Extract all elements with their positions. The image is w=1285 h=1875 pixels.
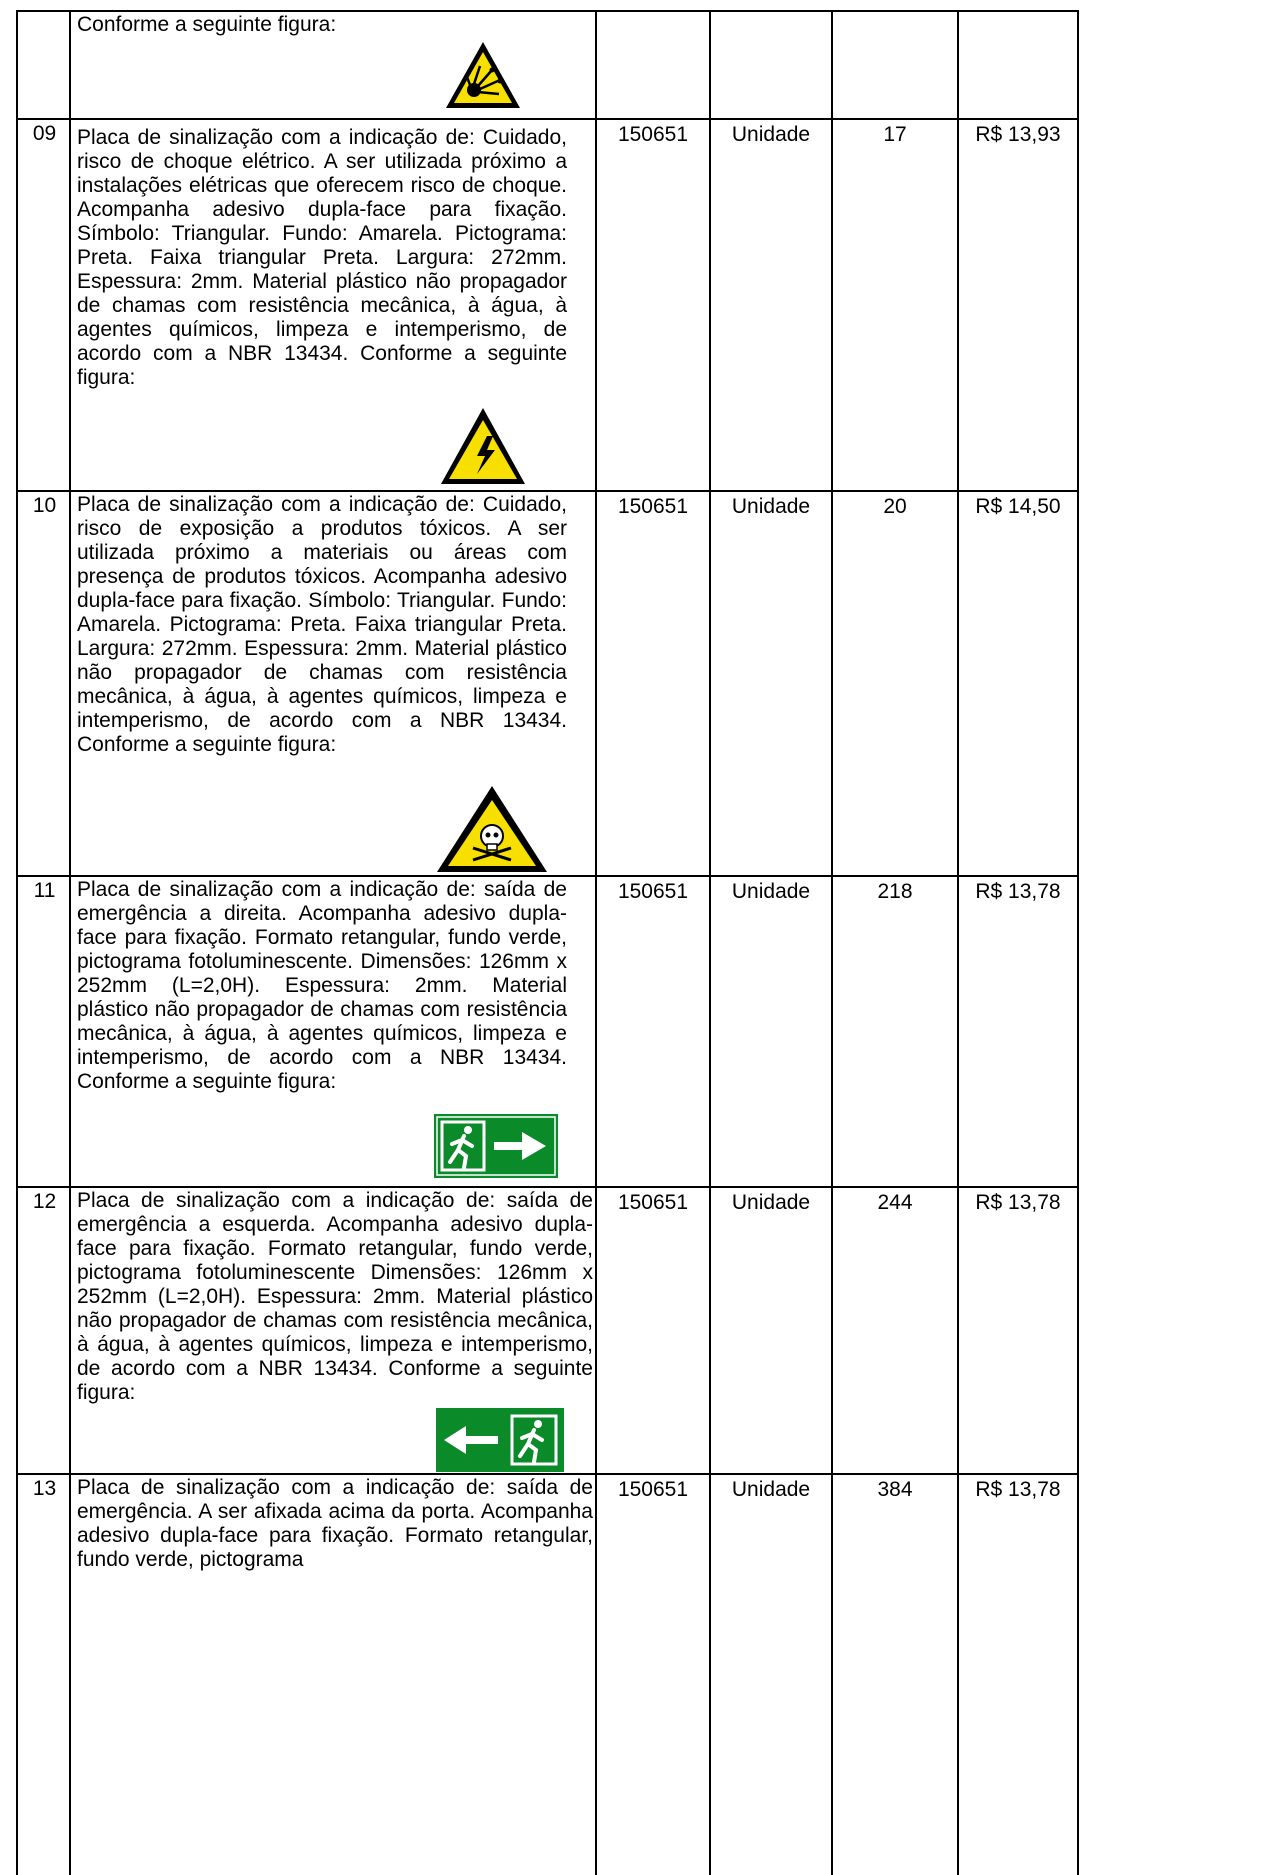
item-code: 150651	[617, 495, 689, 518]
explosive-warning-icon	[444, 40, 522, 110]
item-number: 10	[32, 494, 57, 517]
item-number: 13	[32, 1477, 57, 1500]
item-description: Placa de sinalização com a indicação de: Cuidado, risco de choque elétrico. A ser utilizada próximo a instalações elétricas que oferecem risco de choque. Acompanha adesivo dupla-face para fixação. Símbolo: Triangular. Fundo: Amarela. Pictograma: Preta. Faixa triangular Preta. Largura: 272mm. Espessura: 2mm. Material plástico não propagador de chamas com resistência mecânica, à água, à agentes químicos, limpeza e intemperismo, de acordo com a NBR 13434. Conforme a seguinte figura:	[77, 126, 567, 389]
exit-left-icon	[436, 1408, 564, 1472]
item-description: Placa de sinalização com a indicação de: Cuidado, risco de exposição a produtos tóxicos. A ser utilizada próximo a materiais ou áreas com presença de produtos tóxicos. Acompanha adesivo dupla-face para fixação. Símbolo: Triangular. Fundo: Amarela. Pictograma: Preta. Faixa triangular Preta. Largura: 272mm. Espessura: 2mm. Material plástico não propagador de chamas com resistência mecânica, à água, à agentes químicos, limpeza e intemperismo, de acordo com a NBR 13434. Conforme a seguinte figura:	[77, 493, 567, 756]
item-price: R$ 13,93	[975, 123, 1061, 146]
item-description: Placa de sinalização com a indicação de: saída de emergência a esquerda. Acompanha adesivo dupla-face para fixação. Formato retangular, fundo verde, pictograma fotoluminescente Dimensões: 126mm x 252mm (L=2,0H). Espessura: 2mm. Material plástico não propagador de chamas com resistência mecânica, à água, à agentes químicos, limpeza e intemperismo, de acordo com a NBR 13434. Conforme a seguinte figura:	[77, 1189, 593, 1404]
item-price: R$ 14,50	[975, 495, 1061, 518]
item-price: R$ 13,78	[975, 880, 1061, 903]
item-unit: Unidade	[731, 1191, 811, 1214]
item-price: R$ 13,78	[975, 1478, 1061, 1501]
table-row	[16, 490, 1079, 877]
item-number: 12	[32, 1190, 57, 1213]
table-row	[16, 10, 1079, 120]
electric-shock-warning-icon	[439, 406, 527, 486]
item-unit: Unidade	[731, 123, 811, 146]
item-code: 150651	[617, 123, 689, 146]
item-unit: Unidade	[731, 880, 811, 903]
item-number: 11	[33, 879, 56, 902]
item-quantity: 244	[877, 1191, 913, 1214]
item-unit: Unidade	[731, 495, 811, 518]
item-quantity: 384	[877, 1478, 913, 1501]
item-code: 150651	[617, 880, 689, 903]
item-code: 150651	[617, 1191, 689, 1214]
table-row	[16, 875, 1079, 1188]
item-price: R$ 13,78	[975, 1191, 1061, 1214]
item-unit: Unidade	[731, 1478, 811, 1501]
item-code: 150651	[617, 1478, 689, 1501]
table-row	[16, 1186, 1079, 1475]
table-row	[16, 1473, 1079, 1875]
item-quantity: 218	[877, 880, 913, 903]
toxic-warning-icon	[435, 784, 549, 874]
item-number: 09	[32, 122, 57, 145]
item-description: Placa de sinalização com a indicação de: saída de emergência a direita. Acompanha adesivo dupla-face para fixação. Formato retangular, fundo verde, pictograma fotoluminescente. Dimensões: 126mm x 252mm (L=2,0H). Espessura: 2mm. Material plástico não propagador de chamas com resistência mecânica, à água, à agentes químicos, limpeza e intemperismo, de acordo com a NBR 13434. Conforme a seguinte figura:	[77, 878, 567, 1093]
table-row	[16, 118, 1079, 492]
item-description: Conforme a seguinte figura:	[77, 13, 337, 36]
item-quantity: 17	[883, 123, 907, 146]
exit-right-icon	[434, 1114, 558, 1178]
item-description: Placa de sinalização com a indicação de: saída de emergência. A ser afixada acima da porta. Acompanha adesivo dupla-face para fixação. Formato retangular, fundo verde, pictograma	[77, 1476, 593, 1571]
item-quantity: 20	[883, 495, 907, 518]
